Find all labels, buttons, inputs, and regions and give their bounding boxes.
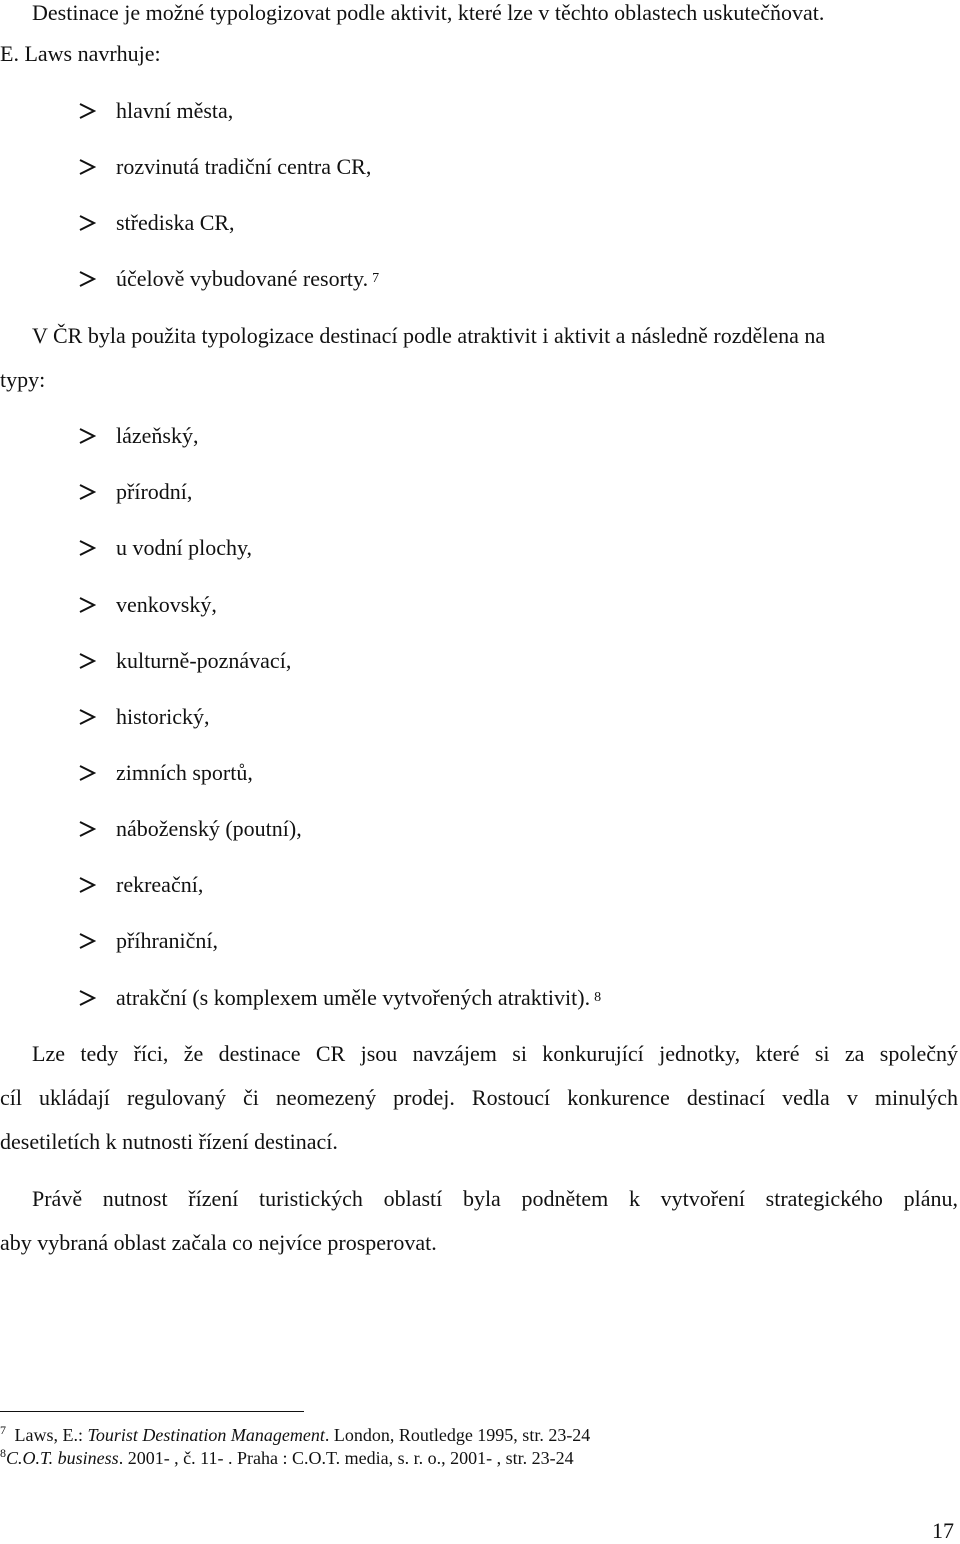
list-item-label: příhraniční, bbox=[116, 928, 219, 953]
para-competition-line-2: cíl ukládají regulovaný či neomezený prodej. Rostoucí konkurence destinací vedla v minulých bbox=[0, 1085, 958, 1110]
list-item bbox=[78, 477, 192, 507]
list-item bbox=[78, 702, 210, 732]
arrowhead-bullet-icon bbox=[78, 877, 96, 893]
arrowhead-bullet-icon bbox=[78, 428, 96, 444]
list-item-label: historický, bbox=[116, 704, 210, 729]
arrowhead-bullet-icon bbox=[78, 765, 96, 781]
footnote-8 bbox=[0, 1448, 574, 1469]
list-item: atrakční (s komplexem uměle vytvořených atraktivit). 8 bbox=[78, 983, 601, 1013]
intro-line-1: Destinace je možné typologizovat podle aktivit, které lze v těchto oblastech uskutečňovat. bbox=[32, 0, 825, 25]
list-item-label: hlavní města, bbox=[116, 98, 234, 123]
footnote-number: 8 bbox=[0, 1446, 6, 1460]
list-item bbox=[78, 814, 302, 844]
arrowhead-bullet-icon bbox=[78, 990, 96, 1006]
footnote-7 bbox=[0, 1425, 590, 1446]
arrowhead-bullet-icon bbox=[78, 540, 96, 556]
list-item bbox=[78, 208, 235, 238]
list-item bbox=[78, 421, 198, 451]
page-number: 17 bbox=[932, 1518, 954, 1543]
footnote-title: Tourist Destination Management bbox=[87, 1425, 325, 1445]
footnote-number: 7 bbox=[0, 1423, 6, 1437]
arrowhead-bullet-icon bbox=[78, 159, 96, 175]
para-typology-line-1: V ČR byla použita typologizace destinací podle atraktivit i aktivit a následně rozdělena na bbox=[32, 323, 826, 348]
list-item-label: účelově vybudované resorty. bbox=[116, 266, 369, 291]
list-item bbox=[78, 758, 253, 788]
list-item-label: u vodní plochy, bbox=[116, 535, 253, 560]
arrowhead-bullet-icon bbox=[78, 653, 96, 669]
list-item-label: kulturně-poznávací, bbox=[116, 648, 292, 673]
intro-line-2: E. Laws navrhuje: bbox=[0, 41, 161, 66]
arrowhead-bullet-icon bbox=[78, 821, 96, 837]
list-item bbox=[78, 533, 252, 563]
arrowhead-bullet-icon bbox=[78, 597, 96, 613]
list-item-label: lázeňský, bbox=[116, 423, 199, 448]
arrowhead-bullet-icon bbox=[78, 933, 96, 949]
footnote-separator bbox=[0, 1411, 304, 1412]
para-strategy-line-2: aby vybraná oblast začala co nejvíce prosperovat. bbox=[0, 1230, 437, 1255]
footnote-text: . London, Routledge 1995, str. 23-24 bbox=[324, 1425, 591, 1445]
list-item-label: venkovský, bbox=[116, 592, 217, 617]
arrowhead-bullet-icon bbox=[78, 484, 96, 500]
arrowhead-bullet-icon bbox=[78, 103, 96, 119]
arrowhead-bullet-icon bbox=[78, 709, 96, 725]
list-item-label: střediska CR, bbox=[116, 210, 235, 235]
para-competition-line-3: desetiletích k nutnosti řízení destinací. bbox=[0, 1129, 338, 1154]
footnote-text: . 2001- , č. 11- . Praha : C.O.T. media, s. r. o., 2001- , str. 23-24 bbox=[118, 1448, 574, 1468]
list-item bbox=[78, 152, 371, 182]
list-item-label: atrakční (s komplexem uměle vytvořených atraktivit). bbox=[116, 985, 591, 1010]
list-item bbox=[78, 926, 218, 956]
para-competition-line-1: Lze tedy říci, že destinace CR jsou navzájem si konkurující jednotky, které si za společný bbox=[32, 1041, 958, 1066]
list-item bbox=[78, 590, 217, 620]
list-item-label: náboženský (poutní), bbox=[116, 816, 302, 841]
list-item-label: přírodní, bbox=[116, 479, 193, 504]
footnote-text: Laws, E.: bbox=[14, 1425, 88, 1445]
arrowhead-bullet-icon bbox=[78, 215, 96, 231]
list-item bbox=[78, 870, 203, 900]
para-typology-line-2: typy: bbox=[0, 367, 46, 392]
para-strategy-line-1: Právě nutnost řízení turistických oblastí byla podnětem k vytvoření strategického plánu, bbox=[32, 1186, 958, 1211]
list-item-label: zimních sportů, bbox=[116, 760, 253, 785]
list-item bbox=[78, 646, 291, 676]
list-item bbox=[78, 96, 233, 126]
list-item-label: rekreační, bbox=[116, 872, 204, 897]
list-item-label: rozvinutá tradiční centra CR, bbox=[116, 154, 372, 179]
list-item: účelově vybudované resorty. 7 bbox=[78, 264, 379, 294]
footnote-title: C.O.T. business bbox=[6, 1448, 119, 1468]
arrowhead-bullet-icon bbox=[78, 271, 96, 287]
